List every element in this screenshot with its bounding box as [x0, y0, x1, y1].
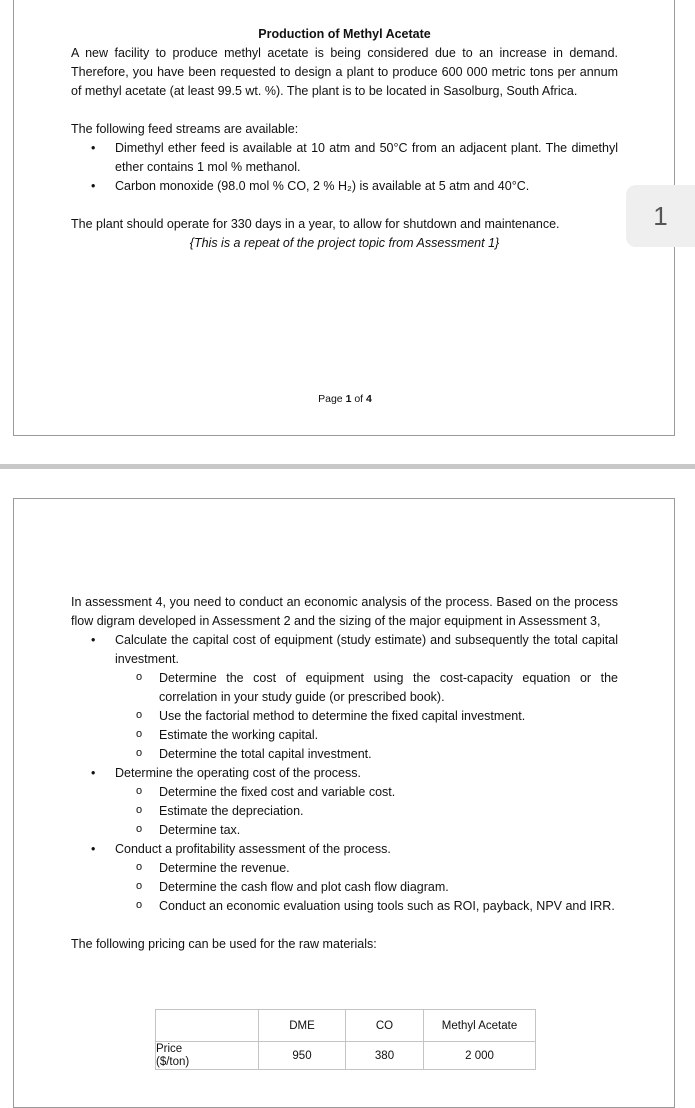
- subtask-item: o Estimate the working capital.: [115, 726, 618, 745]
- bullet-icon: •: [91, 179, 96, 193]
- repeat-note: {This is a repeat of the project topic from Assessment 1}: [189, 236, 500, 250]
- current-page-number: 1: [345, 393, 352, 405]
- circle-bullet-icon: o: [136, 899, 143, 911]
- task-text: Conduct a profitability assessment of the process.: [115, 842, 391, 856]
- list-item: [71, 139, 618, 177]
- subtask-list: [115, 669, 618, 764]
- page-1-content: [71, 25, 618, 253]
- bullet-icon: •: [91, 141, 96, 155]
- circle-bullet-icon: o: [136, 709, 143, 721]
- list-item: [71, 177, 618, 196]
- page-footer: Page 1 of 4: [318, 393, 372, 405]
- table-header-cell: DME: [259, 1010, 346, 1042]
- circle-bullet-icon: o: [136, 823, 143, 835]
- feed-item-text: Dimethyl ether feed is available at 10 atm and 50°C from an adjacent plant. The dimethyl ether contains 1 mol % methanol.: [115, 141, 618, 174]
- subtask-item: o Determine the cost of equipment using the cost-capacity equation or the correlation in your study guide (or prescribed book).: [115, 669, 618, 707]
- document-title: Production of Methyl Acetate: [258, 27, 431, 41]
- subtask-list: [115, 783, 618, 840]
- table-cell: 2 000: [424, 1042, 536, 1070]
- table-cell: 950: [259, 1042, 346, 1070]
- circle-bullet-icon: o: [136, 728, 143, 740]
- subtask-item: o Conduct an economic evaluation using tools such as ROI, payback, NPV and IRR.: [115, 897, 618, 916]
- circle-bullet-icon: o: [136, 785, 143, 797]
- table-header-cell: CO: [346, 1010, 424, 1042]
- circle-bullet-icon: o: [136, 747, 143, 759]
- subtask-item: o Determine tax.: [115, 821, 618, 840]
- bullet-icon: •: [91, 766, 96, 780]
- circle-bullet-icon: o: [136, 861, 143, 873]
- circle-bullet-icon: o: [136, 671, 143, 683]
- task-text: Calculate the capital cost of equipment (study estimate) and subsequently the total capital investment.: [115, 633, 618, 666]
- subtask-item: o Estimate the depreciation.: [115, 802, 618, 821]
- page-number-badge: 1: [626, 185, 695, 247]
- bullet-icon: •: [91, 633, 96, 647]
- table-row-label: Price ($/ton): [156, 1042, 259, 1070]
- circle-bullet-icon: o: [136, 880, 143, 892]
- subtask-item: o Determine the total capital investment.: [115, 745, 618, 764]
- page-separator: [0, 464, 695, 469]
- page-2-content: [71, 593, 618, 954]
- pricing-table: [155, 1009, 536, 1070]
- pricing-heading: The following pricing can be used for the raw materials:: [71, 937, 377, 951]
- subtask-item: o Determine the fixed cost and variable cost.: [115, 783, 618, 802]
- document-page-1: [13, 0, 675, 436]
- subtask-item: o Determine the cash flow and plot cash flow diagram.: [115, 878, 618, 897]
- task-list: [71, 631, 618, 916]
- task-item: [71, 840, 618, 916]
- table-header-cell: [156, 1010, 259, 1042]
- task-text: Determine the operating cost of the process.: [115, 766, 361, 780]
- task-item: [71, 764, 618, 840]
- subtask-list: [115, 859, 618, 916]
- operation-paragraph: The plant should operate for 330 days in a year, to allow for shutdown and maintenance.: [71, 217, 560, 231]
- table-header-cell: Methyl Acetate: [424, 1010, 536, 1042]
- table-cell: 380: [346, 1042, 424, 1070]
- subtask-item: o Determine the revenue.: [115, 859, 618, 878]
- circle-bullet-icon: o: [136, 804, 143, 816]
- feed-list: [71, 139, 618, 196]
- feed-item-text: Carbon monoxide (98.0 mol % CO, 2 % H₂) is available at 5 atm and 40°C.: [115, 179, 530, 193]
- bullet-icon: •: [91, 842, 96, 856]
- table-header-row: [156, 1010, 536, 1042]
- subtask-item: o Use the factorial method to determine the fixed capital investment.: [115, 707, 618, 726]
- feed-heading: The following feed streams are available:: [71, 122, 299, 136]
- total-pages: 4: [366, 393, 372, 405]
- intro-paragraph: A new facility to produce methyl acetate is being considered due to an increase in demand. Therefore, you have been requested to design a plant to produce 600 000 metric tons per annum of methyl acetate (at least 99.5 wt. %). The plant is to be located in Sasolburg, South Africa.: [71, 46, 618, 98]
- task-item: [71, 631, 618, 764]
- assessment-intro: In assessment 4, you need to conduct an economic analysis of the process. Based on the process flow digram developed in Assessment 2 and the sizing of the major equipment in Assessment 3,: [71, 595, 618, 628]
- document-page-2: [13, 498, 675, 1108]
- table-row: [156, 1042, 536, 1070]
